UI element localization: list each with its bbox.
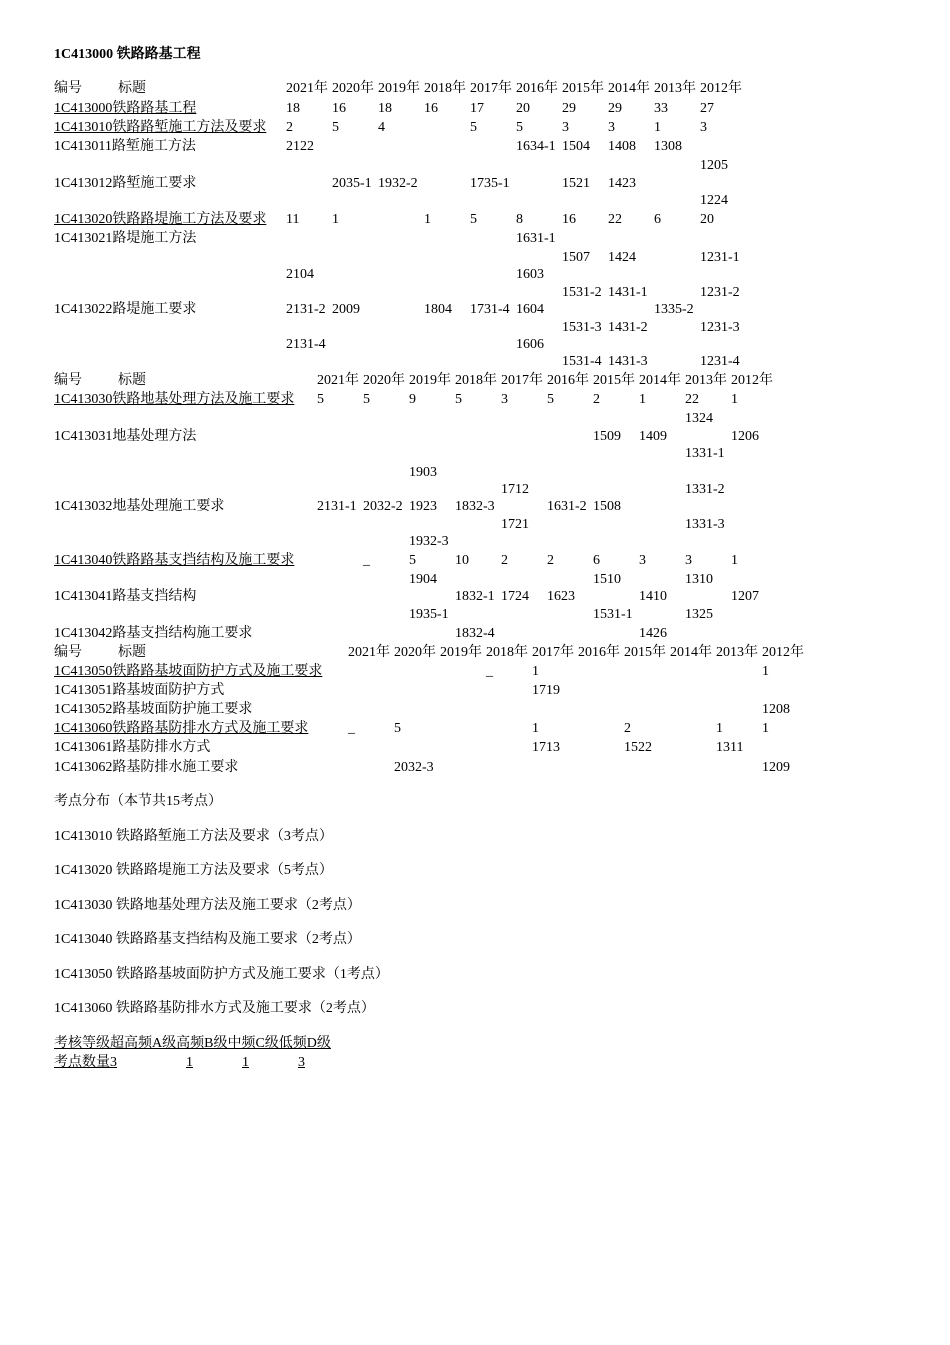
cell: 1832-3 [455, 499, 495, 514]
cell: 6 [654, 212, 661, 227]
cell: 27 [700, 101, 714, 116]
summary-item: 1C413040 铁路路基支挡结构及施工要求（2考点） [54, 932, 361, 947]
cell: 4 [378, 120, 385, 135]
cell: 2131-4 [286, 337, 326, 352]
cell: 5 [317, 392, 324, 407]
cell: 5 [547, 392, 554, 407]
cell: 1531-3 [562, 320, 602, 335]
cell: 1509 [593, 429, 621, 444]
cell: 5 [455, 392, 462, 407]
cell: 2 [286, 120, 293, 135]
cell: 1735-1 [470, 176, 510, 191]
year-2021: 2021年 [286, 81, 328, 96]
cell: 1308 [654, 139, 682, 154]
year-2015: 2015年 [593, 373, 635, 388]
year-2015: 2015年 [624, 645, 666, 660]
cell: 16 [562, 212, 576, 227]
year-2021: 2021年 [317, 373, 359, 388]
cell: 1 [716, 721, 723, 736]
year-2014: 2014年 [670, 645, 712, 660]
cell: 2035-1 [332, 176, 372, 191]
header-code: 编号 [54, 645, 82, 660]
cell: 5 [394, 721, 401, 736]
cell: 18 [378, 101, 392, 116]
summary-heading: 考点分布（本节共15考点） [54, 794, 222, 809]
cell: 3 [700, 120, 707, 135]
cell: 1832-1 [455, 589, 495, 604]
year-2012: 2012年 [762, 645, 804, 660]
cell: 1531-4 [562, 354, 602, 369]
cell: 2 [547, 553, 554, 568]
cell: 1719 [532, 683, 560, 698]
cell: 1 [762, 721, 769, 736]
cell: 1507 [562, 250, 590, 265]
year-2020: 2020年 [332, 81, 374, 96]
year-2016: 2016年 [578, 645, 620, 660]
cell: 8 [516, 212, 523, 227]
cell: 1431-1 [608, 285, 648, 300]
cell: 5 [470, 212, 477, 227]
year-2015: 2015年 [562, 81, 604, 96]
cell: 1603 [516, 267, 544, 282]
cell: 1207 [731, 589, 759, 604]
cell: 3 [608, 120, 615, 135]
year-2019: 2019年 [440, 645, 482, 660]
cell: 1 [532, 721, 539, 736]
cell: 16 [332, 101, 346, 116]
cell: 1713 [532, 740, 560, 755]
cell: 1423 [608, 176, 636, 191]
row-label: 1C413062路基防排水施工要求 [54, 760, 239, 775]
row-label: 1C413021路堤施工方法 [54, 231, 197, 246]
cell: 1631-1 [516, 231, 556, 246]
summary-item: 1C413020 铁路路堤施工方法及要求（5考点） [54, 863, 333, 878]
cell: 5 [516, 120, 523, 135]
header-code: 编号 [54, 81, 82, 96]
cell: 1623 [547, 589, 575, 604]
cell: 1325 [685, 607, 713, 622]
cell: 1923 [409, 499, 437, 514]
cell: 1209 [762, 760, 790, 775]
cell: 1804 [424, 302, 452, 317]
cell: 1 [654, 120, 661, 135]
year-2013: 2013年 [654, 81, 696, 96]
cell: 2 [593, 392, 600, 407]
row-label: 1C413022路堤施工要求 [54, 302, 197, 317]
cell: 1231-4 [700, 354, 740, 369]
header-name: 标题 [118, 373, 146, 388]
cell: 1504 [562, 139, 590, 154]
year-2017: 2017年 [532, 645, 574, 660]
cell: 1231-1 [700, 250, 740, 265]
row-label: 1C413012路堑施工要求 [54, 176, 197, 191]
cell: 2009 [332, 302, 360, 317]
year-2016: 2016年 [547, 373, 589, 388]
row-label: 1C413041路基支挡结构 [54, 589, 197, 604]
cell: 5 [409, 553, 416, 568]
cell: 1 [332, 212, 339, 227]
cell: 9 [409, 392, 416, 407]
levels-count: 3 [298, 1055, 305, 1070]
cell: 1531-1 [593, 607, 633, 622]
cell: 1712 [501, 482, 529, 497]
cell: _ [363, 553, 370, 568]
cell: 20 [516, 101, 530, 116]
summary-item: 1C413030 铁路地基处理方法及施工要求（2考点） [54, 898, 361, 913]
row-label: 1C413020铁路路堤施工方法及要求 [54, 212, 267, 227]
cell: 5 [470, 120, 477, 135]
year-2019: 2019年 [409, 373, 451, 388]
row-label: 1C413030铁路地基处理方法及施工要求 [54, 392, 295, 407]
cell: 1431-2 [608, 320, 648, 335]
summary-item: 1C413010 铁路路堑施工方法及要求（3考点） [54, 829, 333, 844]
year-2017: 2017年 [501, 373, 543, 388]
cell: 1932-3 [409, 534, 449, 549]
cell: 1324 [685, 411, 713, 426]
year-2018: 2018年 [486, 645, 528, 660]
cell: 3 [685, 553, 692, 568]
cell: 1 [639, 392, 646, 407]
summary-item: 1C413050 铁路路基坡面防护方式及施工要求（1考点） [54, 967, 389, 982]
row-label: 1C413050铁路路基坡面防护方式及施工要求 [54, 664, 323, 679]
year-2019: 2019年 [378, 81, 420, 96]
cell: 1231-2 [700, 285, 740, 300]
cell: 1634-1 [516, 139, 556, 154]
cell: 11 [286, 212, 300, 227]
cell: 29 [562, 101, 576, 116]
cell: 1424 [608, 250, 636, 265]
cell: 1510 [593, 572, 621, 587]
cell: 17 [470, 101, 484, 116]
header-code: 编号 [54, 373, 82, 388]
cell: 1310 [685, 572, 713, 587]
levels-count: 1 [186, 1055, 193, 1070]
year-2020: 2020年 [363, 373, 405, 388]
cell: 5 [332, 120, 339, 135]
cell: 3 [639, 553, 646, 568]
header-name: 标题 [118, 81, 146, 96]
cell: 1606 [516, 337, 544, 352]
year-2013: 2013年 [716, 645, 758, 660]
year-2016: 2016年 [516, 81, 558, 96]
cell: 16 [424, 101, 438, 116]
row-label: 1C413040铁路路基支挡结构及施工要求 [54, 553, 295, 568]
year-2014: 2014年 [639, 373, 681, 388]
row-label: 1C413032地基处理施工要求 [54, 499, 225, 514]
cell: 1904 [409, 572, 437, 587]
row-label: 1C413010铁路路堑施工方法及要求 [54, 120, 267, 135]
summary-item: 1C413060 铁路路基防排水方式及施工要求（2考点） [54, 1001, 375, 1016]
cell: 1521 [562, 176, 590, 191]
cell: 1508 [593, 499, 621, 514]
year-2021: 2021年 [348, 645, 390, 660]
row-label: 1C413052路基坡面防护施工要求 [54, 702, 253, 717]
cell: _ [348, 721, 355, 736]
year-2017: 2017年 [470, 81, 512, 96]
cell: 1935-1 [409, 607, 449, 622]
cell: 5 [363, 392, 370, 407]
cell: 1631-2 [547, 499, 587, 514]
cell: 1311 [716, 740, 744, 755]
row-label: 1C413011路堑施工方法 [54, 139, 196, 154]
cell: 1 [762, 664, 769, 679]
cell: 2122 [286, 139, 314, 154]
year-2012: 2012年 [731, 373, 773, 388]
cell: 1903 [409, 465, 437, 480]
cell: 1431-3 [608, 354, 648, 369]
cell: 1522 [624, 740, 652, 755]
cell: 1 [731, 553, 738, 568]
row-label: 1C413000铁路路基工程 [54, 101, 197, 116]
cell: 2 [624, 721, 631, 736]
cell: 18 [286, 101, 300, 116]
year-2020: 2020年 [394, 645, 436, 660]
cell: 1 [424, 212, 431, 227]
cell: 1205 [700, 158, 728, 173]
cell: 22 [685, 392, 699, 407]
levels-count-label: 考点数量3 [54, 1055, 117, 1070]
cell: 1832-4 [455, 626, 495, 641]
cell: 2032-3 [394, 760, 434, 775]
row-label: 1C413042路基支挡结构施工要求 [54, 626, 253, 641]
cell: 10 [455, 553, 469, 568]
cell: _ [486, 664, 493, 679]
cell: 2104 [286, 267, 314, 282]
cell: 2131-2 [286, 302, 326, 317]
cell: 1331-1 [685, 446, 725, 461]
cell: 1721 [501, 517, 529, 532]
levels-count: 1 [242, 1055, 249, 1070]
cell: 1 [731, 392, 738, 407]
cell: 33 [654, 101, 668, 116]
cell: 1731-4 [470, 302, 510, 317]
cell: 1331-2 [685, 482, 725, 497]
cell: 1932-2 [378, 176, 418, 191]
cell: 29 [608, 101, 622, 116]
cell: 20 [700, 212, 714, 227]
cell: 3 [562, 120, 569, 135]
cell: 2 [501, 553, 508, 568]
cell: 2032-2 [363, 499, 403, 514]
row-label: 1C413061路基防排水方式 [54, 740, 211, 755]
cell: 1335-2 [654, 302, 694, 317]
year-2013: 2013年 [685, 373, 727, 388]
cell: 1 [532, 664, 539, 679]
row-label: 1C413060铁路路基防排水方式及施工要求 [54, 721, 309, 736]
cell: 1426 [639, 626, 667, 641]
cell: 1408 [608, 139, 636, 154]
cell: 3 [501, 392, 508, 407]
cell: 1206 [731, 429, 759, 444]
cell: 1208 [762, 702, 790, 717]
cell: 1724 [501, 589, 529, 604]
year-2018: 2018年 [424, 81, 466, 96]
cell: 6 [593, 553, 600, 568]
cell: 1409 [639, 429, 667, 444]
page-title: 1C413000 铁路路基工程 [54, 47, 201, 62]
year-2012: 2012年 [700, 81, 742, 96]
cell: 1410 [639, 589, 667, 604]
cell: 1604 [516, 302, 544, 317]
cell: 2131-1 [317, 499, 357, 514]
header-name: 标题 [118, 645, 146, 660]
year-2014: 2014年 [608, 81, 650, 96]
cell: 1224 [700, 193, 728, 208]
year-2018: 2018年 [455, 373, 497, 388]
cell: 1231-3 [700, 320, 740, 335]
levels-header: 考核等级超高频A级高频B级中频C级低频D级 [54, 1036, 331, 1051]
cell: 1531-2 [562, 285, 602, 300]
row-label: 1C413031地基处理方法 [54, 429, 197, 444]
cell: 22 [608, 212, 622, 227]
cell: 1331-3 [685, 517, 725, 532]
row-label: 1C413051路基坡面防护方式 [54, 683, 225, 698]
